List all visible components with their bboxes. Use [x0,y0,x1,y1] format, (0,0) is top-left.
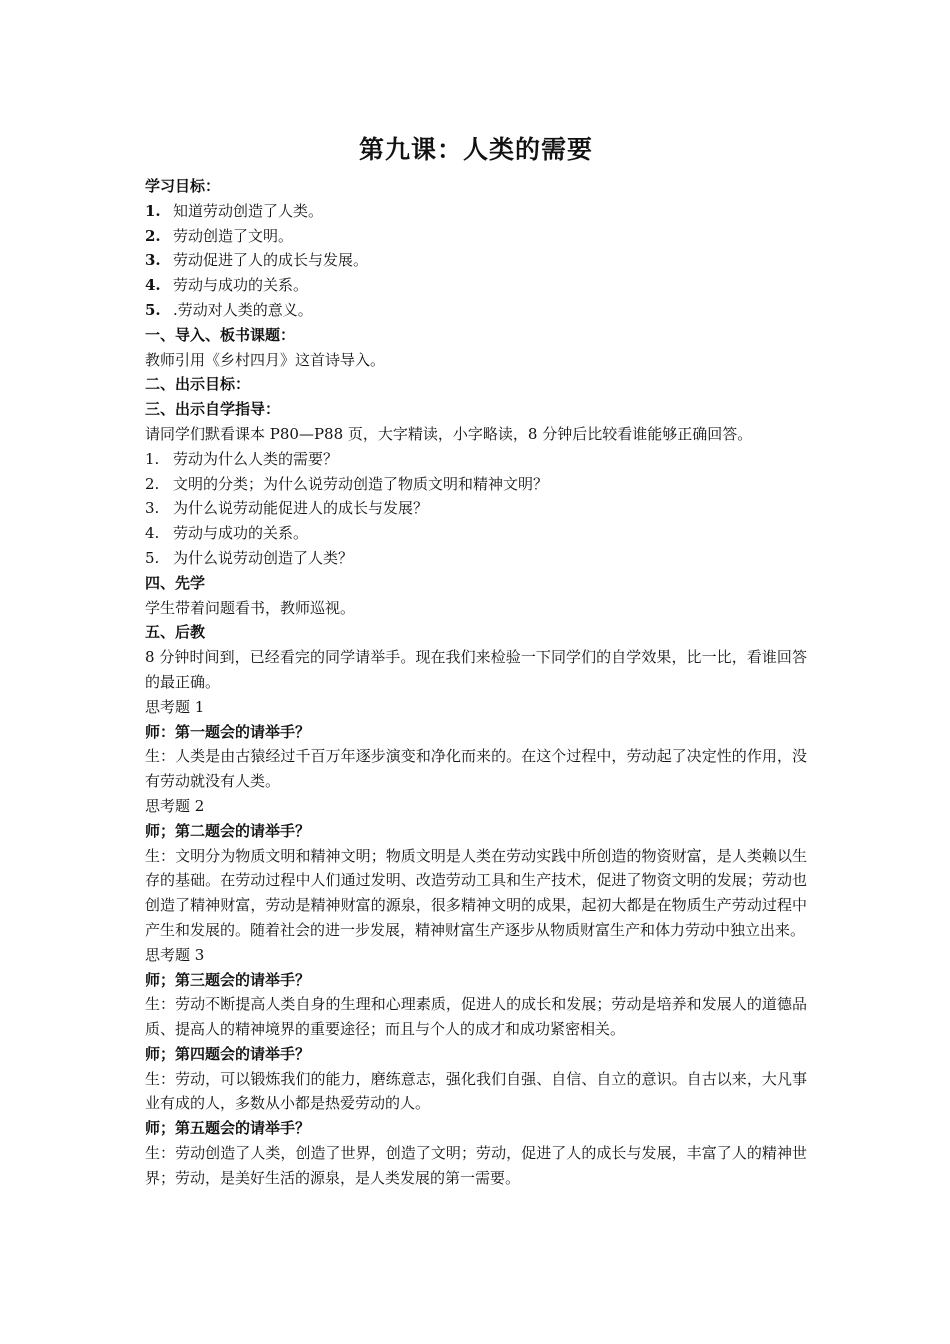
student-answer: 生：人类是由古猿经过千百万年逐步演变和净化而来的。在这个过程中，劳动起了决定性的作用，没有劳动就没有人类。 [145,747,807,791]
objectives-heading: 学习目标： [145,177,221,195]
guide-text: 文明的分类；为什么说劳动创造了物质文明和精神文明？ [173,474,549,493]
objective-item [145,224,807,249]
guide-number: 3. [145,499,160,518]
guide-item [145,521,807,546]
objective-number: 5. [145,300,161,319]
objective-item [145,298,807,323]
teacher-prompt: 师；第三题会的请举手？ [145,970,311,989]
teacher-prompt: 师；第四题会的请举手？ [145,1044,311,1063]
section-text-teach: 8 分钟时间到，已经看完的同学请举手。现在我们来检验一下同学们的自学效果，比一比，看谁回答的最正确。 [145,648,807,691]
page-title: 第九课：人类的需要 [358,135,593,164]
teacher-prompt: 师：第一题会的请举手？ [145,722,311,741]
guide-number: 4. [145,524,160,543]
section-heading-goals: 二、出示目标： [145,375,251,394]
section-text-intro: 教师引用《乡村四月》这首诗导入。 [145,350,386,369]
teacher-prompt: 师；第五题会的请举手？ [145,1119,311,1138]
guide-text: 劳动与成功的关系。 [173,524,309,543]
student-answer: 生：劳动创造了人类，创造了世界，创造了文明；劳动，促进了人的成长与发展，丰富了人的精神世界；劳动，是美好生活的源泉，是人类发展的第一需要。 [145,1144,807,1187]
document-page [145,128,807,1191]
objective-number: 2. [145,226,161,245]
question-label: 思考题 1 [145,697,205,716]
section-heading-intro: 一、导入、板书课题： [145,325,296,344]
objective-number: 3. [145,251,161,270]
objective-text: 劳动促进了人的成长与发展。 [173,251,369,270]
student-answer: 生：文明分为物质文明和精神文明；物质文明是人类在劳动实践中所创造的物资财富，是人类赖以生存的基础。在劳动过程中人们通过发明、改造劳动工具和生产技术，促进了物资文明的发展；劳动也创造了精神财富，劳动是精神财富的源泉，很多精神文明的成果，起初大都是在物质生产劳动过程中产生和发展的。随着社会的进一步发展，精神财富生产逐步从物质财富生产和体力劳动中独立出来。 [145,846,807,939]
objective-item [145,248,807,273]
guide-number: 5. [145,548,160,567]
guide-item [145,472,807,497]
student-answer: 生：劳动，可以锻炼我们的能力，磨练意志，强化我们自强、自信、自立的意识。自古以来，大凡事业有成的人，多数从小都是热爱劳动的人。 [145,1069,807,1113]
objective-item [145,199,807,224]
objective-text: 知道劳动创造了人类。 [173,201,324,220]
objective-item [145,273,807,298]
guide-item [145,546,807,571]
question-label: 思考题 2 [145,796,205,815]
objective-number: 4. [145,276,161,295]
teacher-prompt: 师；第二题会的请举手？ [145,821,311,840]
objective-number: 1. [145,201,161,220]
section-text-prelearn: 学生带着问题看书，教师巡视。 [145,598,356,617]
guide-text: 劳动为什么人类的需要？ [173,449,339,468]
guide-number: 2. [145,474,160,493]
question-label: 思考题 3 [145,945,205,964]
section-heading-teach: 五、后教 [145,623,206,642]
section-text-guide: 请同学们默看课本 P80—P88 页，大字精读，小字略读，8 分钟后比较看谁能够正确回答。 [145,424,753,443]
objective-text: .劳动对人类的意义。 [173,300,313,319]
guide-number: 1. [145,449,160,468]
objective-text: 劳动创造了文明。 [173,226,294,245]
section-heading-prelearn: 四、先学 [145,573,206,592]
guide-item [145,447,807,472]
section-heading-guide: 三、出示自学指导： [145,400,281,419]
objective-text: 劳动与成功的关系。 [173,276,309,295]
guide-item [145,496,807,521]
guide-text: 为什么说劳动创造了人类？ [173,548,354,567]
guide-text: 为什么说劳动能促进人的成长与发展？ [173,499,429,518]
student-answer: 生：劳动不断提高人类自身的生理和心理素质，促进人的成长和发展；劳动是培养和发展人的道德品质、提高人的精神境界的重要途径；而且与个人的成才和成功紧密相关。 [145,995,807,1039]
